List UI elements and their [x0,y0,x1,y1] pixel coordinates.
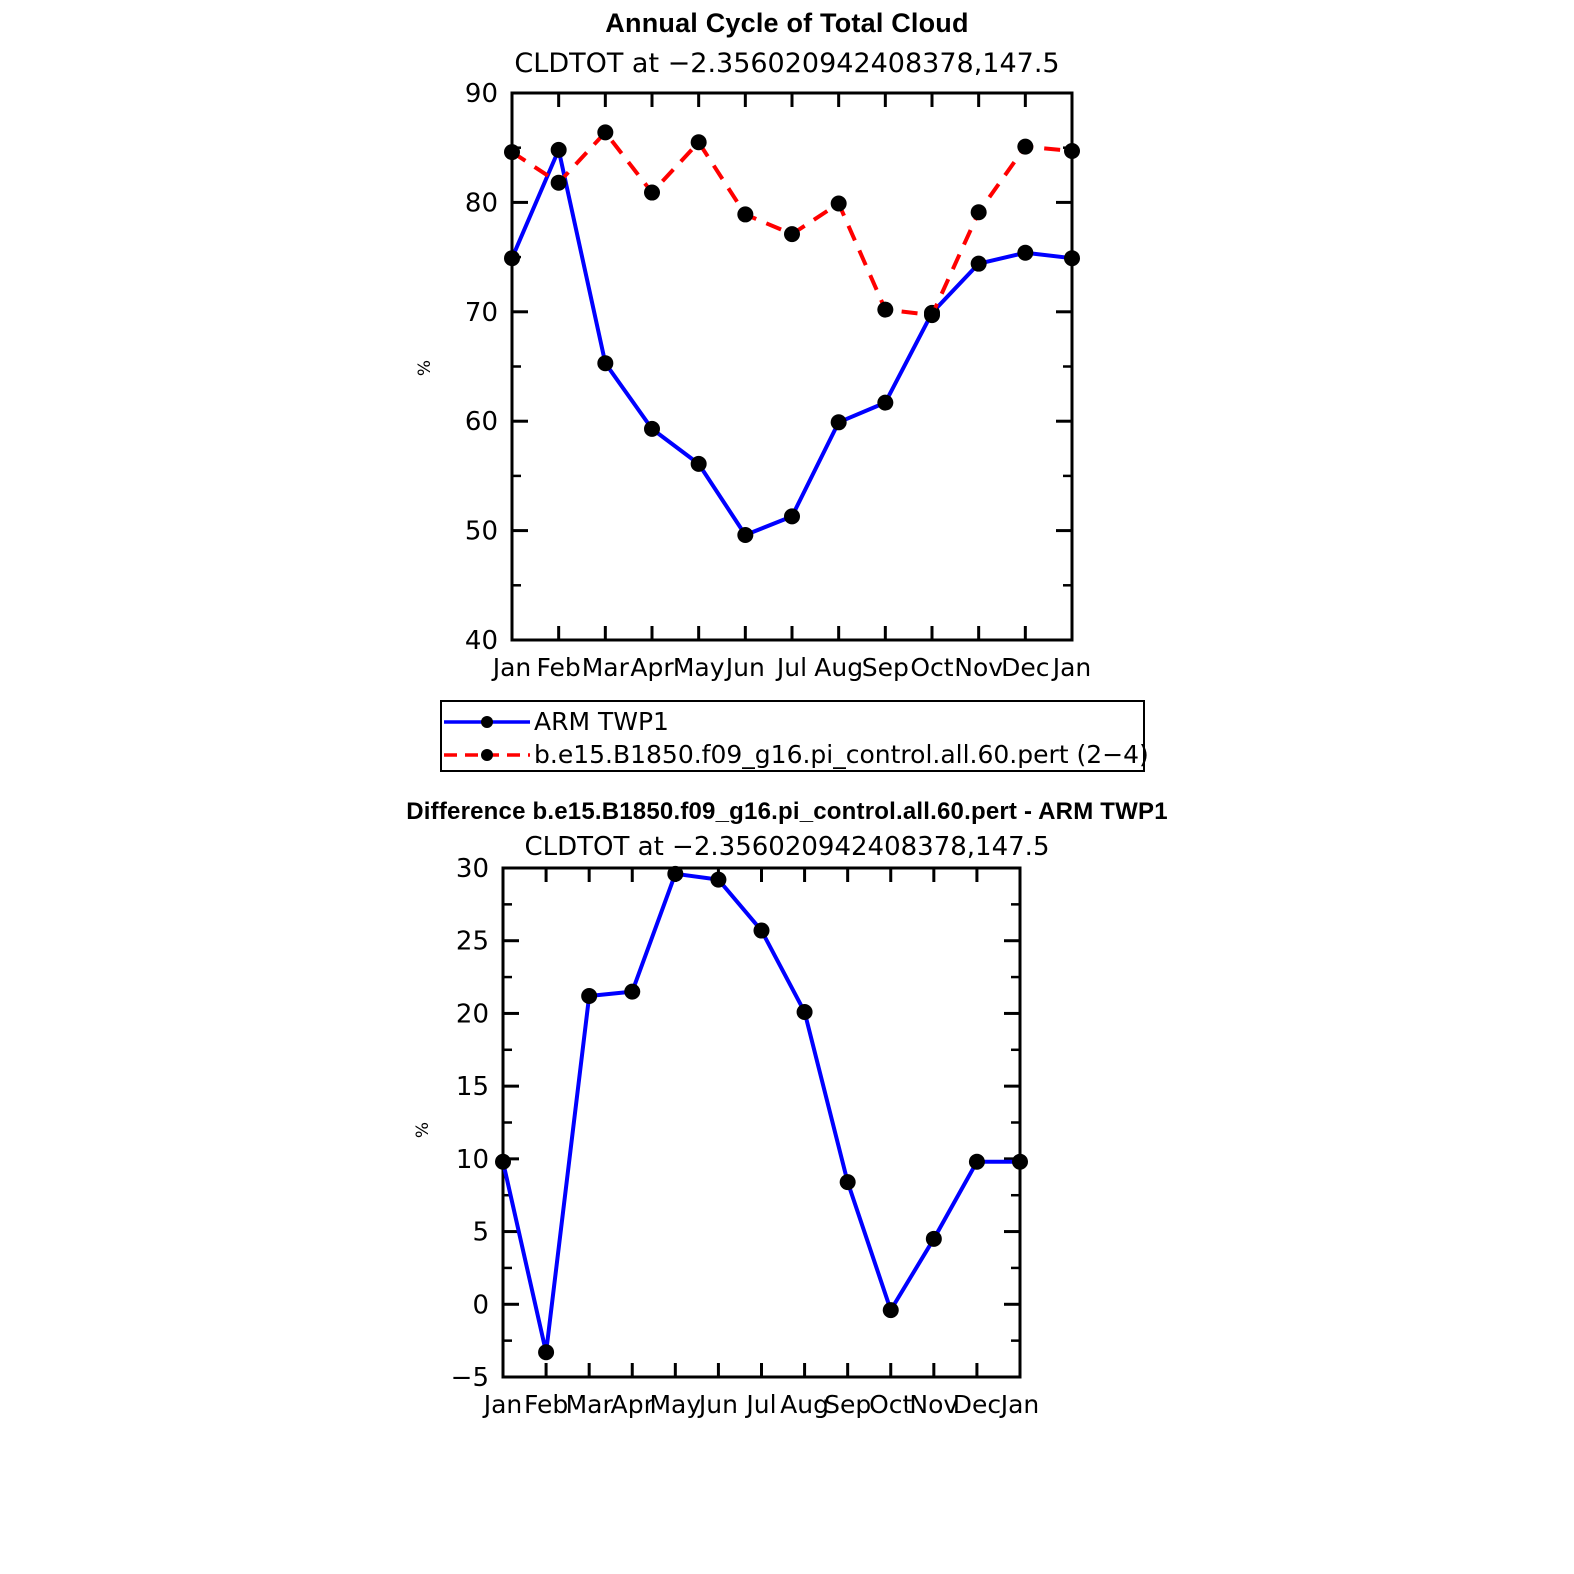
svg-text:Sep: Sep [861,653,909,682]
svg-text:Apr: Apr [630,653,674,682]
svg-text:60: 60 [464,407,498,438]
svg-text:Apr: Apr [610,1390,654,1419]
svg-text:20: 20 [455,999,489,1030]
legend-line-sample-1 [442,743,532,767]
top-chart-svg [0,0,1574,700]
svg-text:Mar: Mar [581,653,629,682]
svg-text:80: 80 [464,188,498,219]
bottom-y-axis-label: % [413,1121,434,1139]
svg-text:Mar: Mar [565,1390,613,1419]
bottom-chart-panel [0,790,1574,1574]
legend-line-sample-0 [442,710,532,734]
svg-text:15: 15 [455,1072,489,1103]
svg-text:10: 10 [455,1144,489,1175]
svg-text:Dec: Dec [1001,653,1050,682]
svg-text:Jan: Jan [1052,653,1092,682]
svg-text:30: 30 [455,854,489,884]
svg-text:May: May [649,1390,702,1419]
svg-text:Oct: Oct [910,653,954,682]
svg-text:Nov: Nov [909,1390,959,1419]
bottom-chart-subtitle: CLDTOT at −2.356020942408378,147.5 [524,832,1050,862]
top-plot-area [0,0,1574,700]
svg-text:Feb: Feb [536,653,581,682]
svg-text:70: 70 [464,297,498,328]
page-title: Annual Cycle of Total Cloud [605,8,969,38]
legend-item-1 [442,738,1149,771]
bottom-chart-svg [0,790,1574,1490]
svg-text:Jan: Jan [483,1390,523,1419]
legend-item-0 [442,705,1143,738]
svg-text:Jan: Jan [1000,1390,1040,1419]
svg-text:Jul: Jul [776,653,808,682]
svg-text:Jul: Jul [746,1390,777,1419]
legend-label-1: b.e15.B1850.f09_g16.pi_control.all.60.pert (2−4) [534,740,1149,769]
svg-text:40: 40 [464,626,498,656]
svg-text:90: 90 [464,79,498,109]
legend-label-0: ARM TWP1 [534,707,669,736]
svg-text:0: 0 [472,1290,489,1321]
svg-text:Jan: Jan [492,653,532,682]
svg-text:Jun: Jun [698,1390,738,1419]
top-chart-legend [440,700,1149,772]
svg-text:Sep: Sep [824,1390,872,1419]
svg-text:Jun: Jun [725,653,765,682]
svg-text:Aug: Aug [814,653,864,682]
svg-text:Dec: Dec [952,1390,1002,1419]
svg-text:5: 5 [472,1217,489,1248]
svg-text:−5: −5 [450,1363,489,1393]
svg-text:Aug: Aug [780,1390,829,1419]
svg-text:25: 25 [455,926,489,957]
bottom-plot-area [0,790,1574,1490]
svg-text:May: May [672,653,725,682]
bottom-chart-title: Difference b.e15.B1850.f09_g16.pi_control.all.60.pert - ARM TWP1 [406,798,1168,825]
svg-text:Oct: Oct [869,1390,913,1419]
svg-text:50: 50 [464,516,498,547]
svg-text:Nov: Nov [954,653,1004,682]
top-y-axis-label: % [415,359,436,377]
svg-text:Feb: Feb [523,1390,569,1419]
top-chart-subtitle: CLDTOT at −2.356020942408378,147.5 [514,48,1060,79]
